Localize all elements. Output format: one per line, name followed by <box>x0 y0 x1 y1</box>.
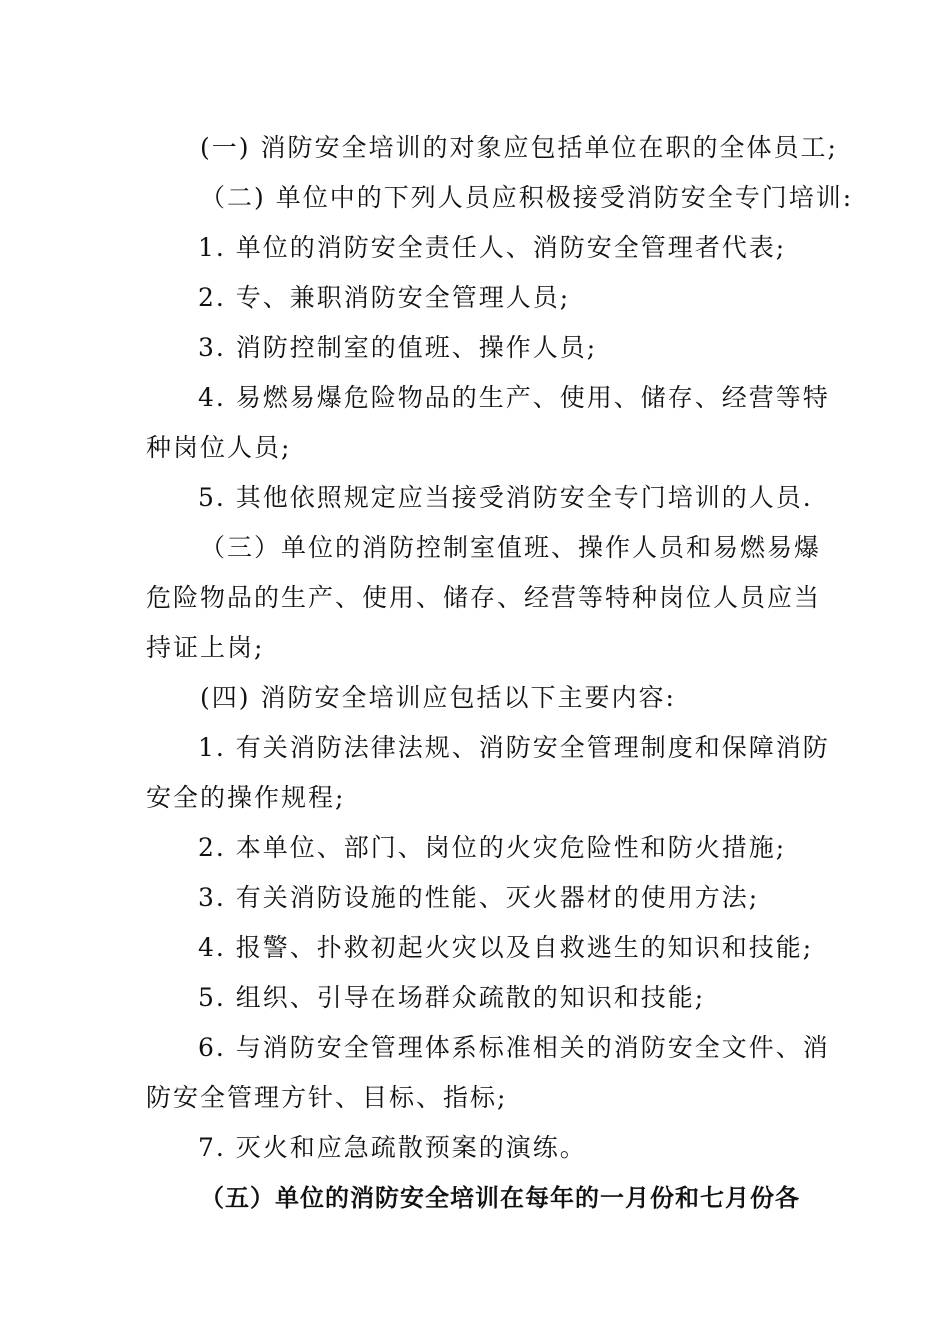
list-item: 7. 灭火和应急疏散预案的演练。 <box>198 1133 587 1162</box>
paragraph-continuation: 安全的操作规程; <box>146 783 346 812</box>
list-item: 3. 消防控制室的值班、操作人员; <box>198 333 598 362</box>
list-item: 1. 单位的消防安全责任人、消防安全管理者代表; <box>198 233 787 262</box>
paragraph-line: (四) 消防安全培训应包括以下主要内容: <box>200 683 676 712</box>
list-item: 5. 组织、引导在场群众疏散的知识和技能; <box>198 983 706 1012</box>
paragraph-continuation: 防安全管理方针、目标、指标; <box>146 1083 508 1112</box>
list-item: 1. 有关消防法律法规、消防安全管理制度和保障消防 <box>198 733 830 762</box>
list-item: 5. 其他依照规定应当接受消防安全专门培训的人员. <box>198 483 813 512</box>
list-item: 6. 与消防安全管理体系标准相关的消防安全文件、消 <box>198 1033 830 1062</box>
paragraph-line-bold: （五）单位的消防安全培训在每年的一月份和七月份各 <box>200 1184 800 1212</box>
paragraph-continuation: 持证上岗; <box>146 633 265 662</box>
list-item: 4. 易燃易爆危险物品的生产、使用、储存、经营等特 <box>198 383 830 412</box>
paragraph-continuation: 危险物品的生产、使用、储存、经营等特种岗位人员应当 <box>146 583 822 612</box>
list-item: 4. 报警、扑救初起火灾以及自救逃生的知识和技能; <box>198 933 814 962</box>
list-item: 3. 有关消防设施的性能、灭火器材的使用方法; <box>198 883 760 912</box>
paragraph-line: （二) 单位中的下列人员应积极接受消防安全专门培训: <box>200 183 854 212</box>
paragraph-line: (一) 消防安全培训的对象应包括单位在职的全体员工; <box>200 133 838 162</box>
list-item: 2. 专、兼职消防安全管理人员; <box>198 283 571 312</box>
paragraph-continuation: 种岗位人员; <box>146 433 292 462</box>
list-item: 2. 本单位、部门、岗位的火灾危险性和防火措施; <box>198 833 787 862</box>
paragraph-line: （三）单位的消防控制室值班、操作人员和易燃易爆 <box>200 533 822 562</box>
